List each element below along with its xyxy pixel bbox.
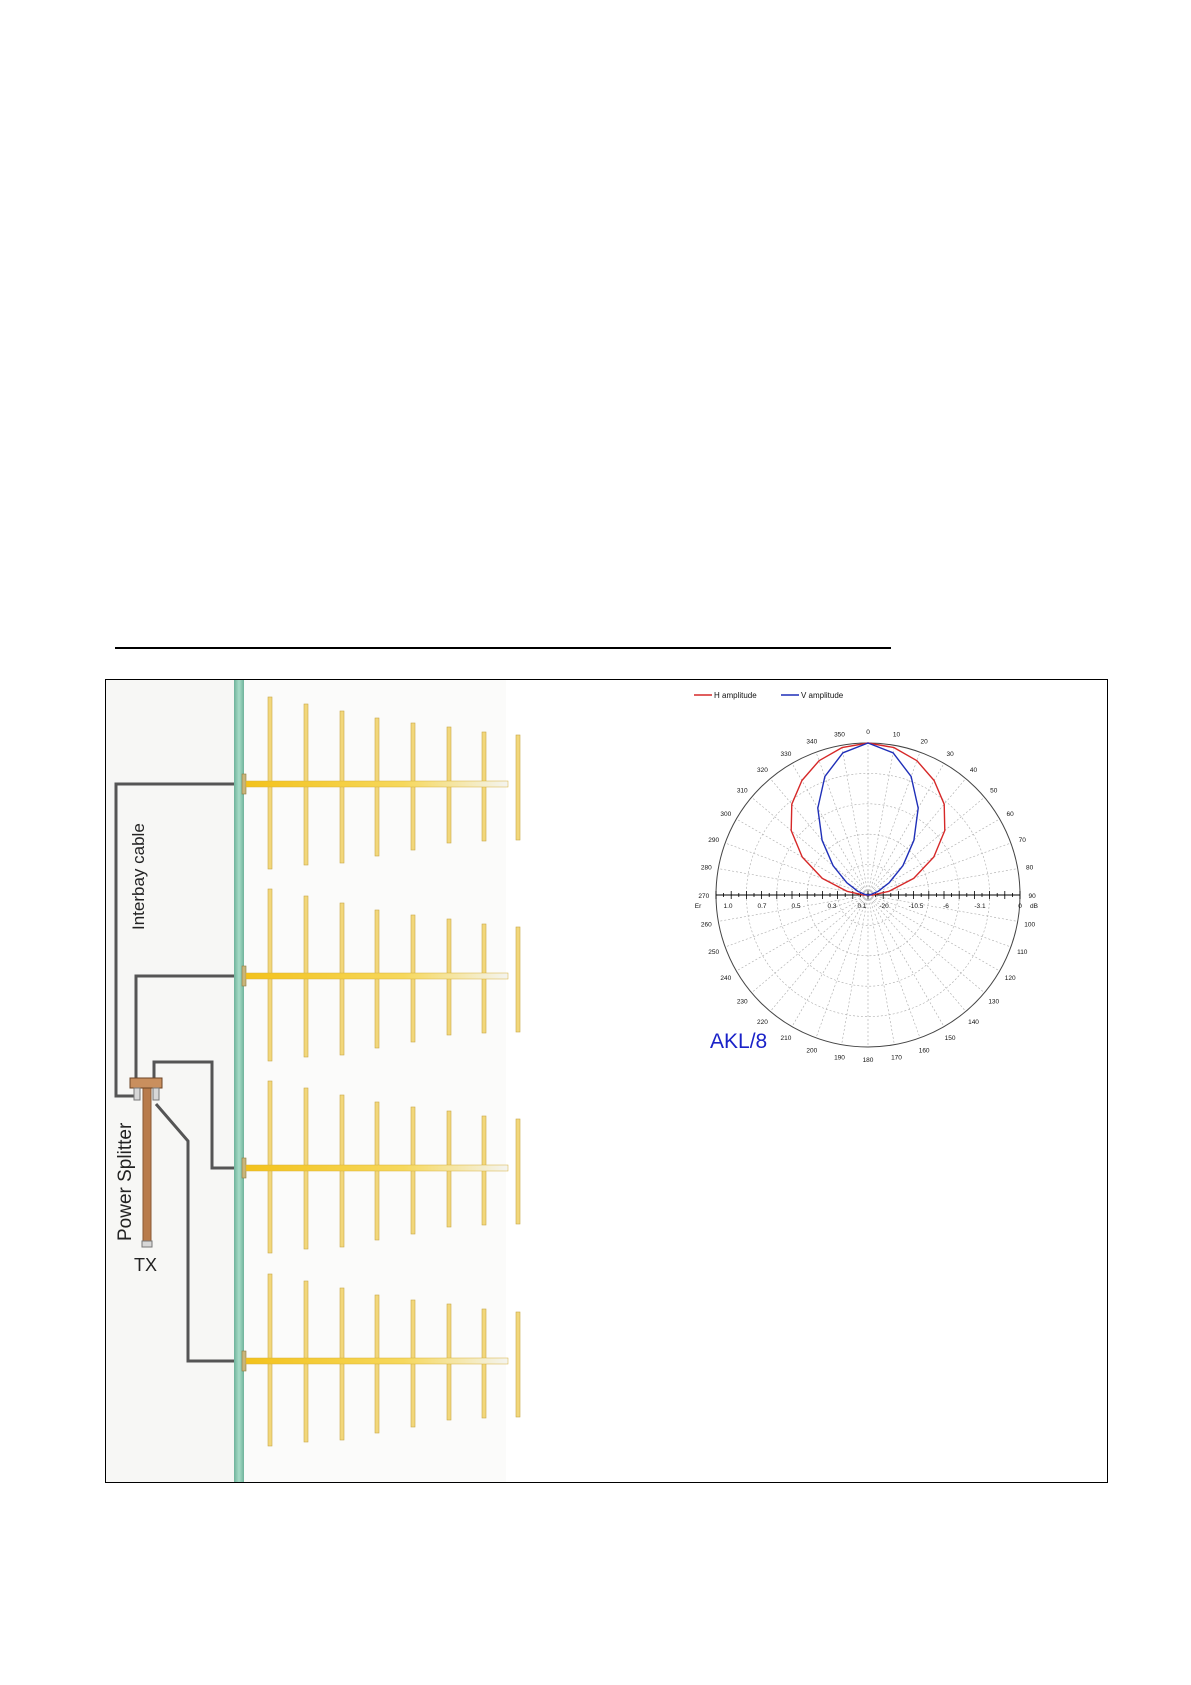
angle-label: 90 (1028, 893, 1036, 900)
radial-label-er: 0.7 (757, 903, 767, 910)
angle-label: 320 (757, 767, 768, 775)
radial-label-er: 1.0 (723, 903, 733, 910)
yagi-element (516, 927, 520, 1032)
radial-label-er: 0.1 (857, 903, 867, 910)
angle-label: 110 (1017, 949, 1028, 957)
legend-h-label: H amplitude (714, 691, 757, 700)
grid-spoke (868, 895, 894, 1045)
angle-label: 10 (892, 731, 901, 739)
boom-clamp (242, 1351, 246, 1371)
radial-label-db: -6 (943, 903, 949, 910)
splitter-port-right (153, 1088, 159, 1100)
boom-clamp (242, 1158, 246, 1178)
grid-spoke (770, 779, 868, 895)
angle-label: 150 (944, 1035, 956, 1043)
grid-spoke (792, 895, 868, 1027)
radial-label-db: dB (1030, 903, 1038, 910)
angle-label: 330 (780, 750, 792, 758)
angle-label: 20 (920, 738, 928, 746)
angle-label: 340 (806, 738, 818, 746)
angle-label: 220 (757, 1018, 768, 1026)
splitter-port-left (134, 1088, 140, 1100)
yagi-element (516, 1119, 520, 1224)
boom-clamp (242, 966, 246, 986)
angle-label: 260 (700, 921, 712, 929)
angle-label: 0 (866, 728, 870, 736)
radial-label-db: 0 (1018, 903, 1022, 910)
grid-spoke (868, 779, 966, 895)
horizontal-rule (115, 647, 891, 649)
grid-spoke (792, 763, 868, 895)
angle-label: 80 (1026, 864, 1034, 872)
tx-label: TX (134, 1255, 158, 1275)
splitter-head (130, 1078, 162, 1088)
radial-label-er: 0.3 (827, 903, 837, 910)
angle-label: 250 (708, 949, 720, 957)
yagi-element (516, 735, 520, 840)
radial-label-er: 0.5 (791, 903, 801, 910)
antenna-figure-frame (105, 679, 1108, 1483)
angle-label: 70 (1018, 836, 1026, 844)
power-splitter-label: Power Splitter (115, 1122, 136, 1241)
angle-label: 200 (806, 1047, 818, 1055)
grid-spoke (752, 797, 868, 895)
angle-label: 30 (946, 750, 954, 758)
angle-label: 60 (1006, 810, 1014, 818)
yagi-boom (246, 781, 508, 787)
grid-spoke (868, 895, 944, 1027)
angle-label: 300 (720, 810, 732, 818)
grid-spoke (736, 895, 868, 971)
yagi-element (516, 1312, 520, 1417)
angle-label: 140 (968, 1018, 979, 1026)
grid-spoke (842, 745, 868, 895)
angle-label: 190 (834, 1054, 845, 1062)
angle-label: 130 (988, 998, 1000, 1006)
splitter-body (143, 1083, 151, 1241)
angle-label: 160 (918, 1047, 930, 1055)
yagi-boom (246, 1165, 508, 1171)
grid-spoke (868, 745, 894, 895)
angle-label: 290 (708, 836, 720, 844)
grid-spoke (868, 895, 966, 1011)
interbay-cable-label: Interbay cable (129, 823, 148, 930)
yagi-boom (246, 973, 508, 979)
angle-label: 240 (720, 975, 732, 983)
chart-legend (694, 691, 844, 700)
splitter-tx-port (142, 1241, 152, 1247)
grid-spoke (770, 895, 868, 1011)
grid-spoke (868, 763, 944, 895)
angle-label: 100 (1024, 921, 1036, 929)
angle-label: 210 (780, 1035, 792, 1043)
angle-label: 180 (862, 1057, 874, 1065)
radial-label-db: -10.5 (908, 903, 924, 910)
angle-label: 280 (700, 864, 712, 872)
grid-spoke (868, 797, 984, 895)
radial-label-db: -20 (879, 903, 889, 910)
angle-label: 120 (1004, 975, 1016, 983)
angle-label: 50 (990, 787, 998, 795)
angle-label: 310 (736, 787, 748, 795)
antenna-figure (106, 680, 1107, 1482)
radiation-pattern-chart (694, 691, 1038, 1064)
angle-label: 170 (891, 1054, 902, 1062)
angle-label: 270 (698, 893, 710, 900)
grid-spoke (752, 895, 868, 993)
angle-label: 40 (969, 767, 978, 775)
radial-label-er: Er (694, 903, 702, 910)
grid-spoke (842, 895, 868, 1045)
angle-label: 350 (834, 731, 845, 739)
yagi-boom (246, 1358, 508, 1364)
radial-label-db: -3.1 (974, 903, 986, 910)
angle-label: 230 (736, 998, 748, 1006)
model-label: AKL/8 (710, 1030, 768, 1053)
boom-clamp (242, 774, 246, 794)
legend-v-label: V amplitude (801, 691, 844, 700)
